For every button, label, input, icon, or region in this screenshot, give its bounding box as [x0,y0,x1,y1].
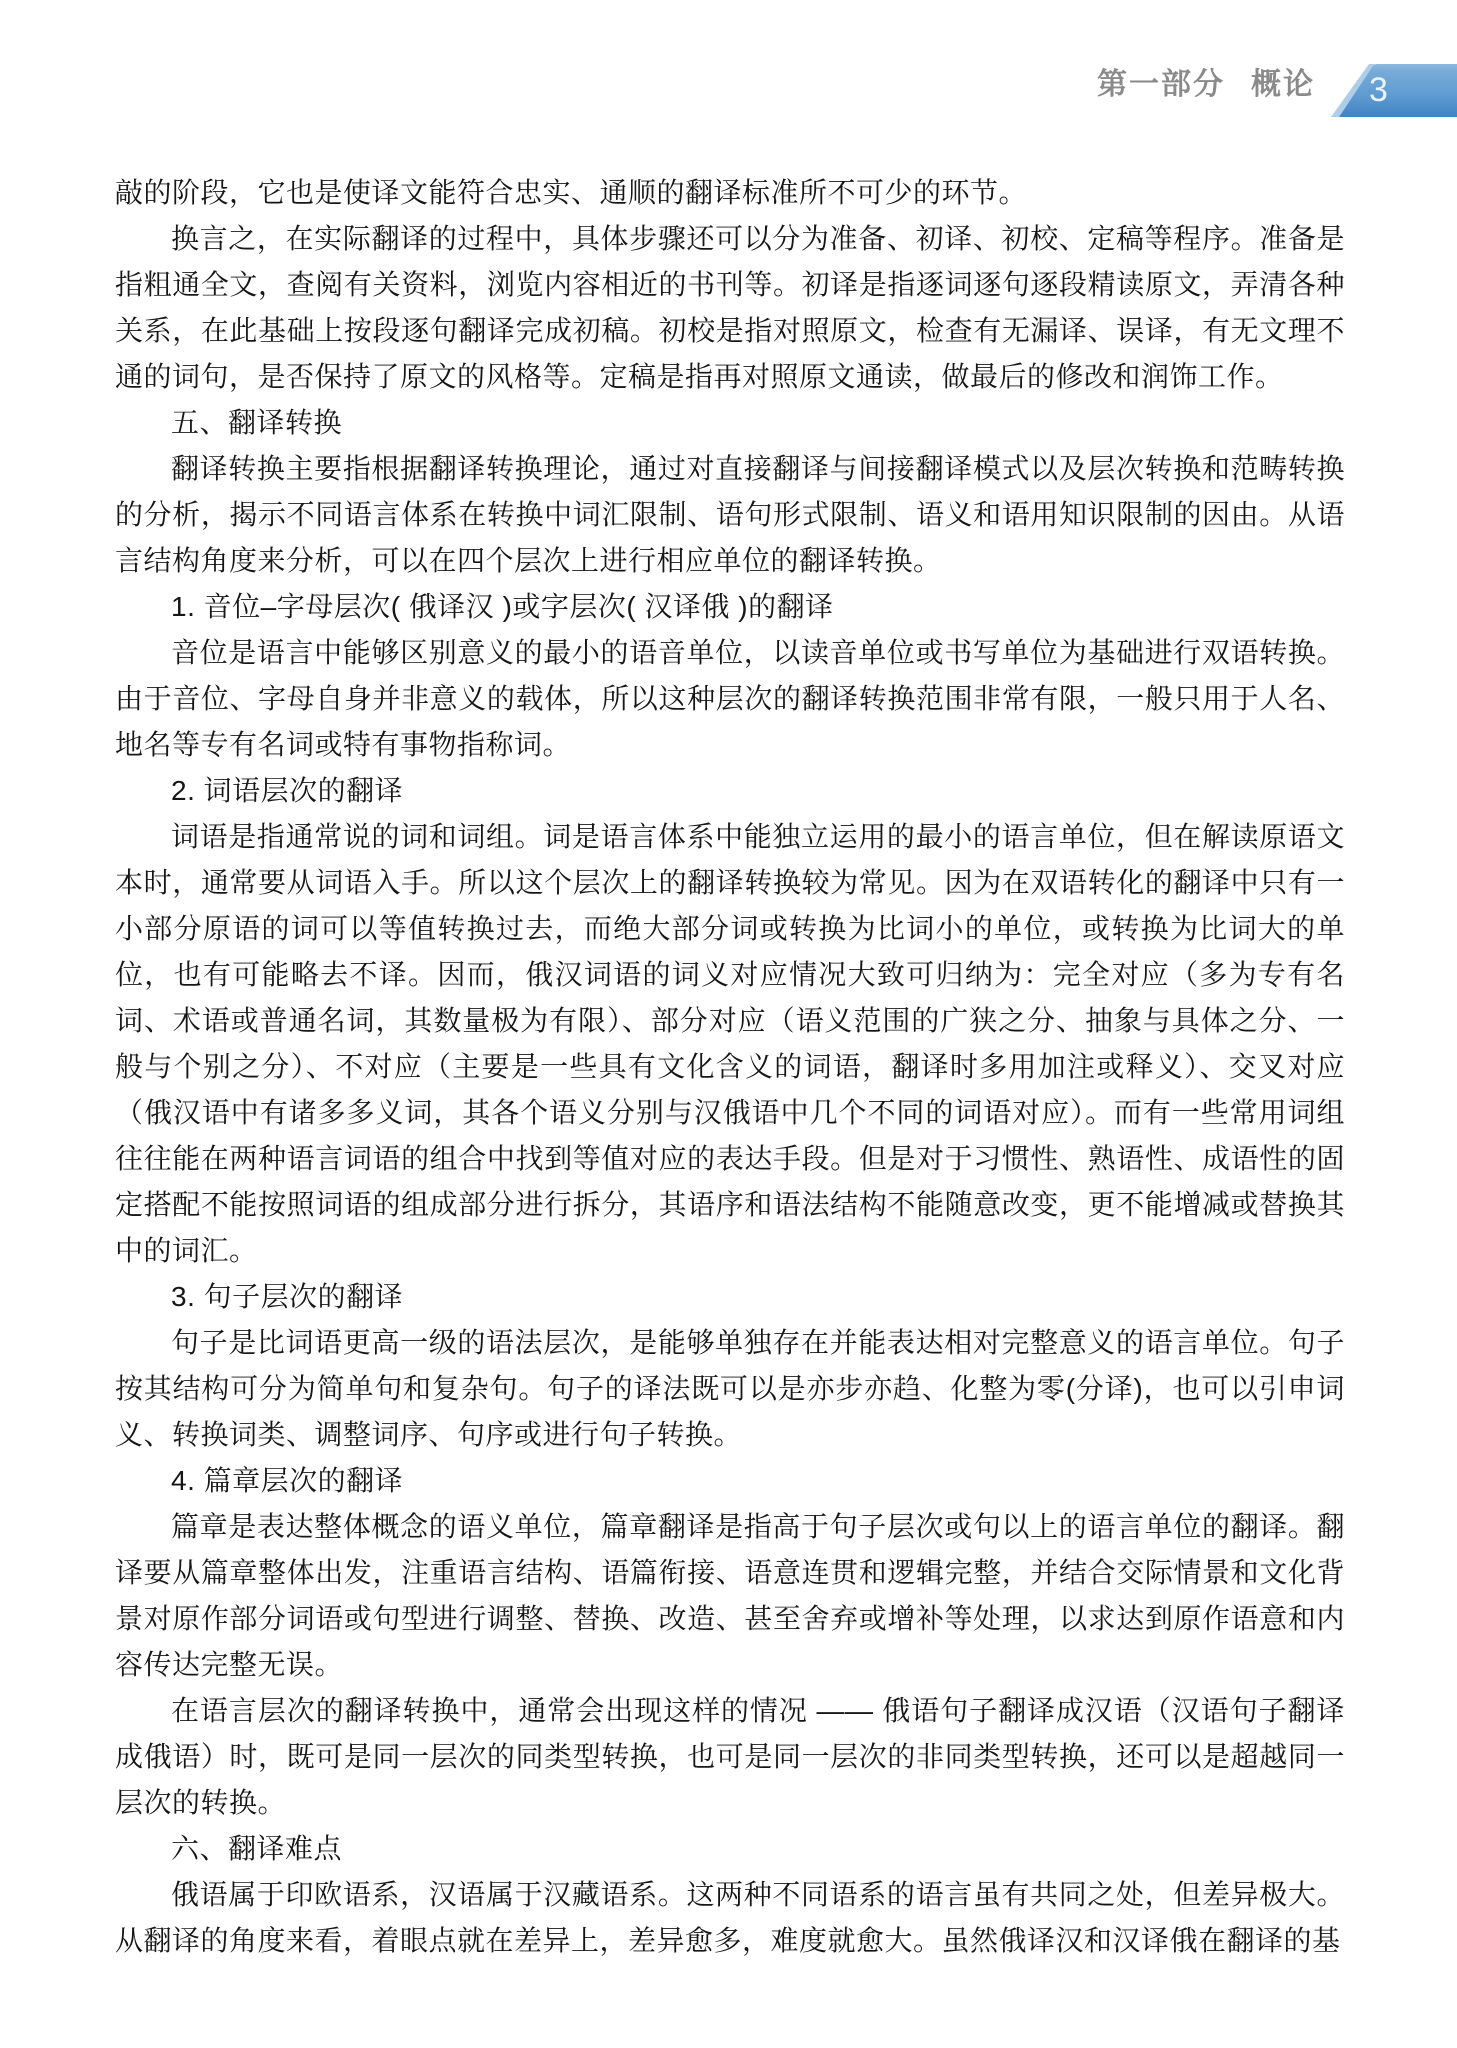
page-number: 3 [1369,71,1388,109]
running-head [1097,70,1315,100]
section-heading: 五、翻译转换 [171,407,343,438]
body-paragraph: 音位是语言中能够区别意义的最小的语音单位，以读音单位或书写单位为基础进行双语转换。由于音位、字母自身并非意义的载体，所以这种层次的翻译转换范围非常有限，一般只用于人名、地名等专有名词或特有事物指称词。 [115,637,1345,760]
section-heading: 1. 音位–字母层次( 俄译汉 )或字层次( 汉译俄 )的翻译 [171,591,834,622]
body-paragraph: 句子是比词语更高一级的语法层次，是能够单独存在并能表达相对完整意义的语言单位。句子按其结构可分为简单句和复杂句。句子的译法既可以是亦步亦趋、化整为零(分译)，也可以引申词义、转换词类、调整词序、句序或进行句子转换。 [115,1327,1345,1450]
body-paragraph: 词语是指通常说的词和词组。词是语言体系中能独立运用的最小的语言单位，但在解读原语文本时，通常要从词语入手。所以这个层次上的翻译转换较为常见。因为在双语转化的翻译中只有一小部分原语的词可以等值转换过去，而绝大部分词或转换为比词小的单位，或转换为比词大的单位，也有可能略去不译。因而，俄汉词语的词义对应情况大致可归纳为：完全对应（多为专有名词、术语或普通名词，其数量极为有限）、部分对应（语义范围的广狭之分、抽象与具体之分、一般与个别之分）、不对应（主要是一些具有文化含义的词语，翻译时多用加注或释义）、交叉对应（俄汉语中有诸多多义词，其各个语义分别与汉俄语中几个不同的词语对应）。而有一些常用词组往往能在两种语言词语的组合中找到等值对应的表达手段。但是对于习惯性、熟语性、成语性的固定搭配不能按照词语的组成部分进行拆分，其语序和语法结构不能随意改变，更不能增减或替换其中的词汇。 [115,821,1345,1266]
page-tab-shape [1323,64,1457,117]
body-paragraph: 俄语属于印欧语系，汉语属于汉藏语系。这两种不同语系的语言虽有共同之处，但差异极大。从翻译的角度来看，着眼点就在差异上，差异愈多，难度就愈大。虽然俄译汉和汉译俄在翻译的基 [115,1879,1345,1956]
page-number-tab [1323,64,1457,117]
section-heading: 2. 词语层次的翻译 [171,775,404,806]
page-content [115,170,1345,1964]
page-tab-body [1339,64,1457,117]
body-paragraph: 在语言层次的翻译转换中，通常会出现这样的情况 —— 俄语句子翻译成汉语（汉语句子翻译成俄语）时，既可是同一层次的同类型转换，也可是同一层次的非同类型转换，还可以是超越同一层次的转换。 [115,1695,1345,1818]
running-head-section: 第一部分 [1097,68,1225,101]
body-paragraph: 敲的阶段，它也是使译文能符合忠实、通顺的翻译标准所不可少的环节。 [115,177,1028,208]
running-head-title: 概论 [1251,68,1315,101]
body-paragraph: 换言之，在实际翻译的过程中，具体步骤还可以分为准备、初译、初校、定稿等程序。准备是指粗通全文，查阅有关资料，浏览内容相近的书刊等。初译是指逐词逐句逐段精读原文，弄清各种关系，在此基础上按段逐句翻译完成初稿。初校是指对照原文，检查有无漏译、误译，有无文理不通的词句，是否保持了原文的风格等。定稿是指再对照原文通读，做最后的修改和润饰工作。 [115,223,1345,392]
body-paragraph: 翻译转换主要指根据翻译转换理论，通过对直接翻译与间接翻译模式以及层次转换和范畴转换的分析，揭示不同语言体系在转换中词汇限制、语句形式限制、语义和语用知识限制的因由。从语言结构角度来分析，可以在四个层次上进行相应单位的翻译转换。 [115,453,1345,576]
section-heading: 4. 篇章层次的翻译 [171,1465,404,1496]
section-heading: 3. 句子层次的翻译 [171,1281,404,1312]
section-heading: 六、翻译难点 [171,1833,343,1864]
body-paragraph: 篇章是表达整体概念的语义单位，篇章翻译是指高于句子层次或句以上的语言单位的翻译。翻译要从篇章整体出发，注重语言结构、语篇衔接、语意连贯和逻辑完整，并结合交际情景和文化背景对原作部分词语或句型进行调整、替换、改造、甚至舍弃或增补等处理，以求达到原作语意和内容传达完整无误。 [115,1511,1345,1680]
